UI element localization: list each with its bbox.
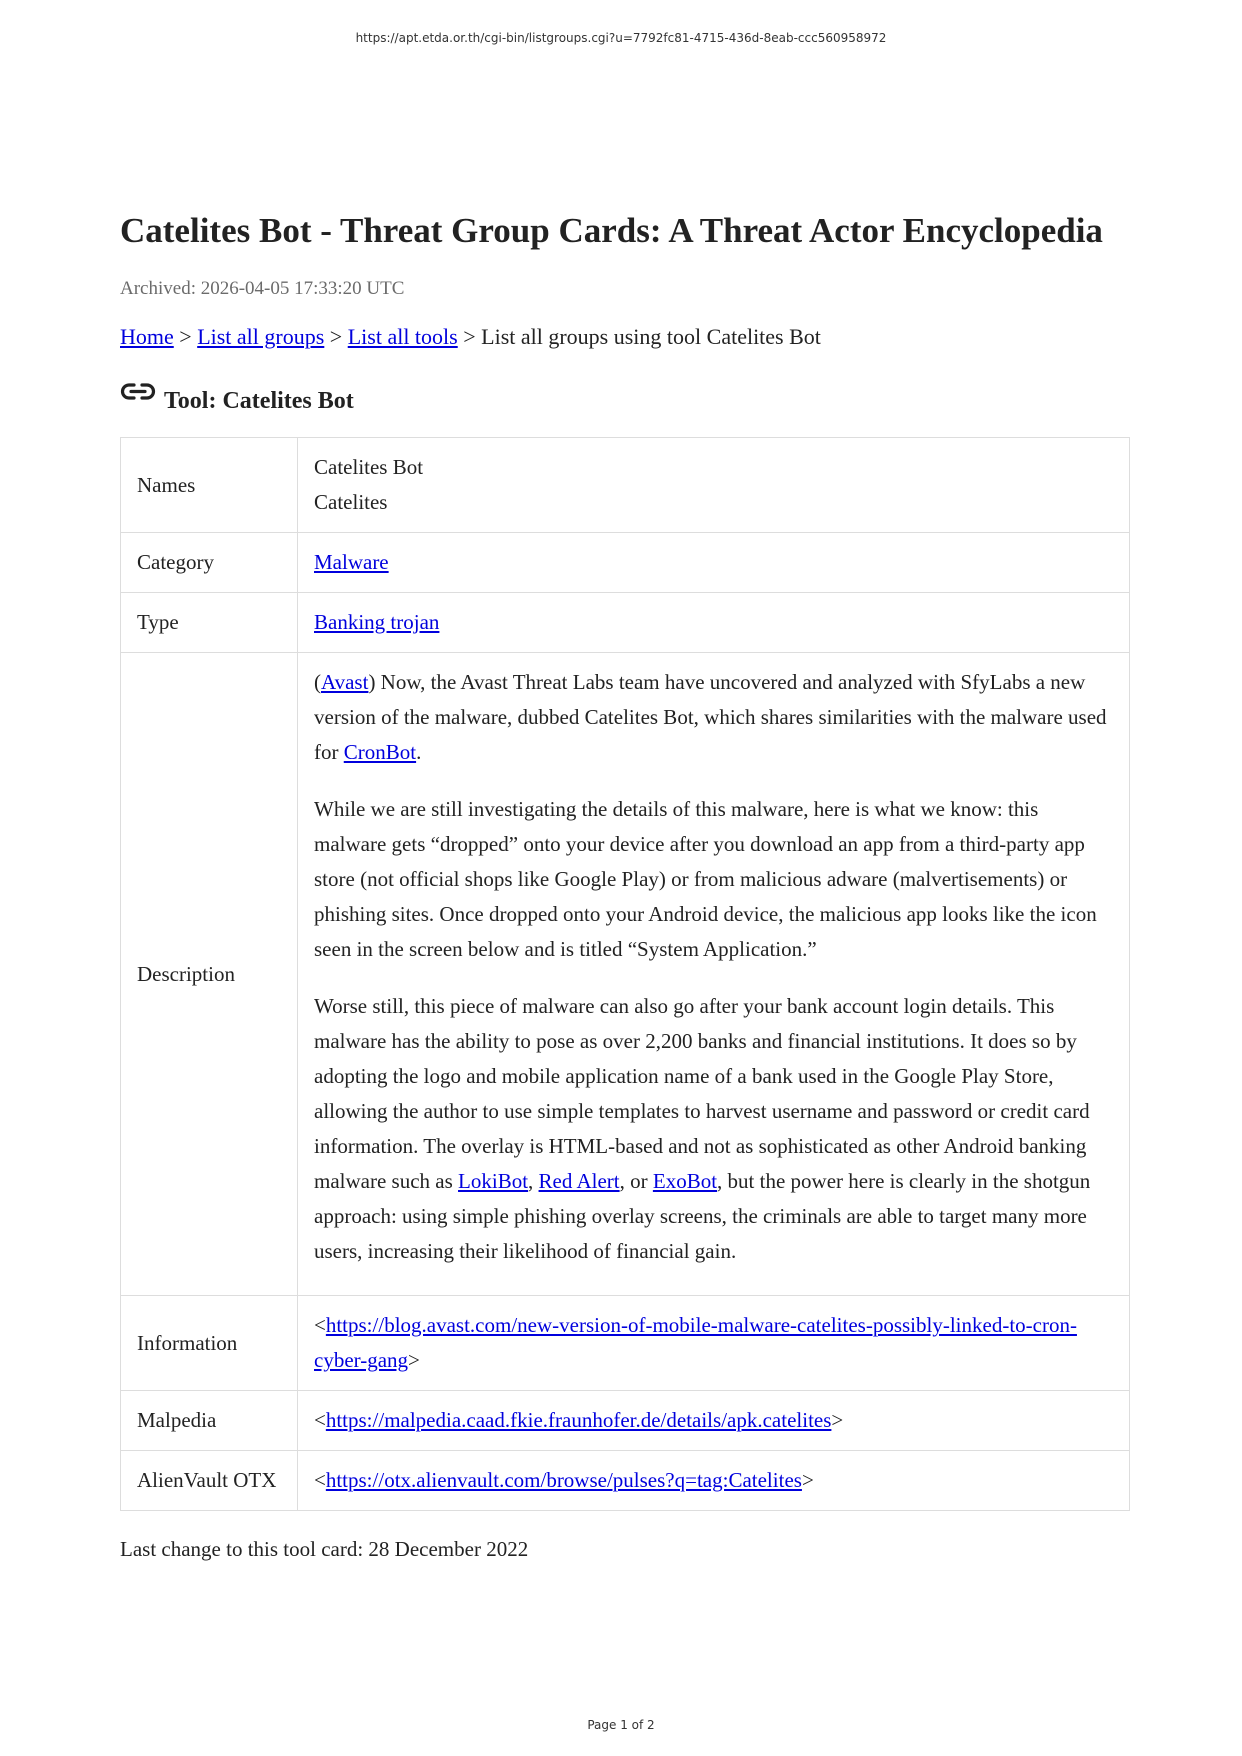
page-title: Catelites Bot - Threat Group Cards: A Threat Actor Encyclopedia (120, 211, 1103, 250)
description-text: Worse still, this piece of malware can also go after your bank account login details. This malware has the ability to pose as over 2,200 banks and financial institutions. It does so by adopting the logo and mobile application name of a bank used in the Google Play Store, allowing the author to use simple templates to harvest username and password or credit card information. The overlay is HTML-based and not as sophisticated as other Android banking malware such as (314, 994, 1090, 1193)
description-paragraph: While we are still investigating the details of this malware, here is what we know: this malware gets “dropped” onto your device after you download an app from a third-party app store (not official shops like Google Play) or from malicious adware (malvertisements) or phishing sites. Once dropped onto your Android device, the malicious app looks like the icon seen in the screen below and is titled “System Application.” (314, 797, 1097, 961)
tool-info-table (120, 437, 1130, 1511)
description-label: Description (121, 653, 298, 1296)
tool-heading (120, 380, 1130, 415)
breadcrumb-separator: > (457, 324, 482, 349)
red-alert-link[interactable]: Red Alert (538, 1169, 620, 1193)
table-row-description (121, 653, 1130, 1296)
table-row-names (121, 438, 1130, 533)
table-row-information (121, 1296, 1130, 1391)
alienvault-link[interactable]: https://otx.alienvault.com/browse/pulses?q=tag:Catelites (325, 1468, 802, 1492)
angle-close: > (831, 1408, 844, 1432)
breadcrumb (120, 324, 1130, 350)
angle-open: < (314, 1468, 326, 1492)
description-text: , (528, 1169, 539, 1193)
link-icon (120, 380, 156, 404)
names-label: Names (121, 438, 298, 533)
breadcrumb-home-link[interactable]: Home (120, 324, 174, 349)
breadcrumb-separator: > (173, 324, 198, 349)
description-value (298, 653, 1130, 1296)
category-label: Category (121, 533, 298, 593)
table-row-category (121, 533, 1130, 593)
alienvault-value (298, 1451, 1130, 1511)
type-label: Type (121, 593, 298, 653)
angle-close: > (801, 1468, 814, 1492)
malpedia-link[interactable]: https://malpedia.caad.fkie.fraunhofer.de/details/apk.catelites (325, 1408, 832, 1432)
description-text: . (416, 740, 422, 764)
main-content (120, 210, 1130, 1562)
description-text: , or (619, 1169, 653, 1193)
table-row-type (121, 593, 1130, 653)
names-value (298, 438, 1130, 533)
name-item: Catelites (314, 490, 388, 514)
category-link[interactable]: Malware (314, 550, 389, 574)
tool-title: Tool: Catelites Bot (164, 388, 354, 414)
paren-open: ( (314, 670, 321, 694)
information-value (298, 1296, 1130, 1391)
category-value (298, 533, 1130, 593)
breadcrumb-list-groups-link[interactable]: List all groups (197, 324, 325, 349)
last-change-note: Last change to this tool card: 28 December 2022 (120, 1537, 529, 1561)
malpedia-value (298, 1391, 1130, 1451)
archived-timestamp: Archived: 2026-04-05 17:33:20 UTC (120, 278, 405, 299)
description-text: ) Now, the Avast Threat Labs team have uncovered and analyzed with SfyLabs a new version of the malware, dubbed Catelites Bot, which shares similarities with the malware used for (314, 670, 1107, 764)
description-paragraph (314, 665, 1113, 770)
description-paragraph (314, 989, 1113, 1269)
exobot-link[interactable]: ExoBot (652, 1169, 718, 1193)
cronbot-link[interactable]: CronBot (343, 740, 417, 764)
name-item: Catelites Bot (314, 455, 424, 479)
breadcrumb-separator: > (324, 324, 348, 349)
lokibot-link[interactable]: LokiBot (458, 1169, 529, 1193)
page-url-header: https://apt.etda.or.th/cgi-bin/listgroups.cgi?u=7792fc81-4715-436d-8eab-ccc560958972 (355, 31, 887, 45)
table-row-malpedia (121, 1391, 1130, 1451)
breadcrumb-current: List all groups using tool Catelites Bot (481, 324, 821, 349)
angle-close: > (408, 1348, 420, 1372)
angle-open: < (314, 1408, 326, 1432)
information-link[interactable]: https://blog.avast.com/new-version-of-mobile-malware-catelites-possibly-linked-to-cron-cyber-gang (314, 1313, 1077, 1372)
breadcrumb-list-tools-link[interactable]: List all tools (347, 324, 458, 349)
alienvault-label: AlienVault OTX (121, 1451, 298, 1511)
type-value (298, 593, 1130, 653)
avast-source-link[interactable]: Avast (321, 670, 369, 694)
information-label: Information (121, 1296, 298, 1391)
malpedia-label: Malpedia (121, 1391, 298, 1451)
page-number: Page 1 of 2 (587, 1718, 655, 1732)
table-row-alienvault (121, 1451, 1130, 1511)
description-text: , but the power here is clearly in the shotgun approach: using simple phishing overlay screens, the criminals are able to target many more users, increasing their likelihood of financial gain. (314, 1169, 1091, 1263)
type-link[interactable]: Banking trojan (314, 610, 440, 634)
angle-open: < (314, 1313, 326, 1337)
